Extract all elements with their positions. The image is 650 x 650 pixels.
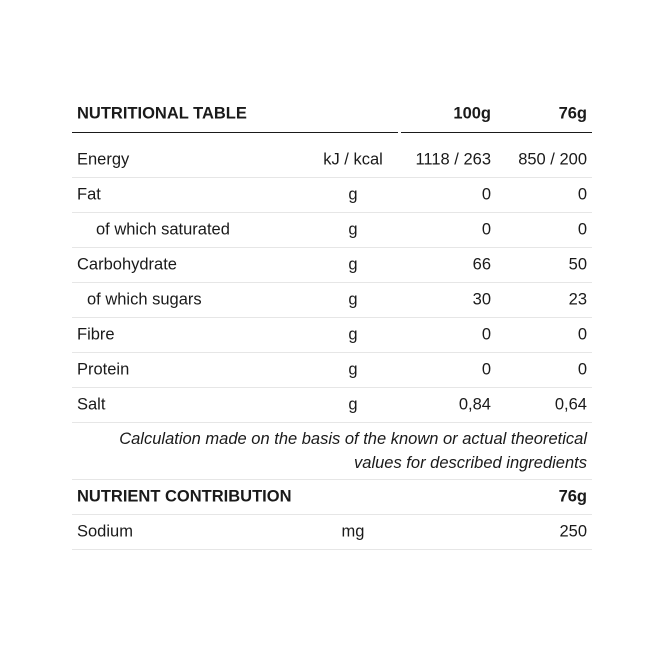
nutrient-unit: g [348,255,358,274]
table-row-sodium [72,515,592,550]
nutrient-unit: kJ / kcal [323,150,383,169]
value-per-100g: 0 [481,325,491,344]
contribution-table-header [72,480,592,515]
contribution-table-title: NUTRIENT CONTRIBUTION [77,487,292,506]
nutrient-unit: g [348,325,358,344]
nutrient-unit: mg [341,522,365,541]
table-row-sugars [72,283,592,318]
header-divider [72,132,592,134]
nutrition-table-header [72,96,592,132]
nutrient-name: Salt [77,395,106,414]
table-row-fat [72,178,592,213]
nutrient-unit: g [348,185,358,204]
table-row-carbohydrate [72,248,592,283]
value-per-100g: 66 [472,255,491,274]
value-per-100g: 0 [481,185,491,204]
table-row-salt [72,388,592,423]
nutrition-panel [72,96,592,550]
nutrient-unit: g [348,395,358,414]
nutrient-name: Energy [77,150,130,169]
value-per-100g: 0 [481,220,491,239]
value-per-76g: 50 [568,255,587,274]
column-header-76g: 76g [558,104,587,123]
nutrition-table-title: NUTRITIONAL TABLE [77,104,247,123]
contribution-column-76g: 76g [558,487,587,506]
nutrient-unit: g [348,360,358,379]
value-per-76g: 250 [559,522,587,541]
value-per-76g: 0 [577,325,587,344]
value-per-100g: 0,84 [458,395,491,414]
nutrient-unit: g [348,220,358,239]
nutrient-name: Protein [77,360,130,379]
nutrient-name: Fat [77,185,101,204]
table-row-fibre [72,318,592,353]
table-row-protein [72,353,592,388]
calculation-note-line2: values for described ingredients [354,454,587,472]
value-per-76g: 23 [568,290,587,309]
calculation-note [72,423,592,480]
value-per-100g: 30 [472,290,491,309]
value-per-76g: 0 [577,220,587,239]
value-per-100g: 0 [481,360,491,379]
value-per-76g: 0 [577,360,587,379]
nutrient-name: Carbohydrate [77,255,177,274]
nutrient-name: of which sugars [87,290,202,309]
value-per-76g: 850 / 200 [518,150,587,169]
column-header-100g: 100g [453,104,491,123]
nutrient-unit: g [348,290,358,309]
calculation-note-line1: Calculation made on the basis of the known or actual theoretical [119,430,587,448]
nutrient-name: Fibre [77,325,115,344]
table-row-saturated [72,213,592,248]
value-per-76g: 0 [577,185,587,204]
value-per-100g: 1118 / 263 [415,150,491,169]
table-row-energy [72,143,592,178]
nutrient-name: of which saturated [96,220,230,239]
value-per-76g: 0,64 [554,395,587,414]
nutrient-name: Sodium [77,522,133,541]
